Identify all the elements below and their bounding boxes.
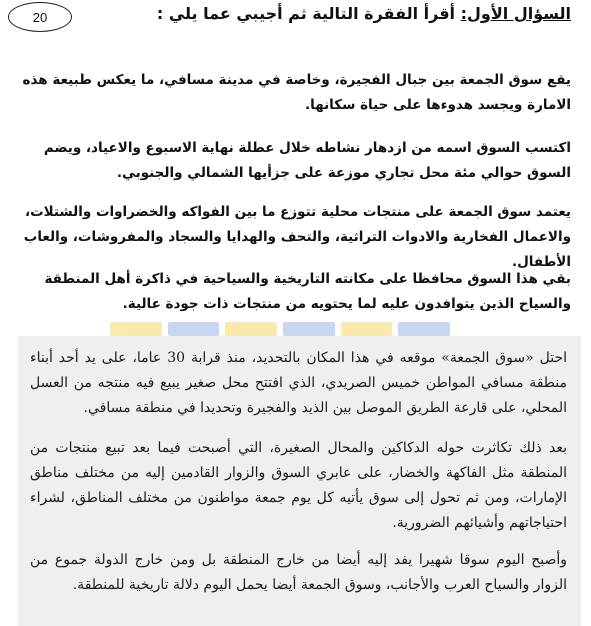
- page-number-badge: [8, 2, 72, 32]
- question-title-lead: السؤال الأول:: [460, 4, 571, 23]
- question-title-instruction: أقرأ الفقرة التالية ثم أجيبي عما يلي :: [156, 4, 456, 23]
- watermark-segment: [283, 322, 335, 336]
- watermark-segment: [341, 322, 393, 336]
- page-number: 20: [32, 9, 48, 25]
- article-excerpt-box: [18, 336, 581, 626]
- watermark-segment: [168, 322, 220, 336]
- watermark-segment: [225, 322, 277, 336]
- passage-paragraph-4: بقي هذا السوق محافظا على مكانته التاريخية والسياحية في ذاكرة أهل المنطقة والسياح الذين يتوافدون عليه لما يحتويه من منتجات ذات جودة عالية.: [44, 271, 571, 312]
- excerpt-paragraph-3: وأصبح اليوم سوقا شهيرا يفد إليه أيضا من خارج المنطقة بل ومن خارج الدولة جموع من الزوار والسياح العرب والأجانب، وسوق الجمعة أيضا يحمل اليوم دلالة تاريخية للمنطقة.: [30, 552, 567, 593]
- passage-paragraph-1: يقع سوق الجمعة بين جبال الفجيرة، وخاصة في مدينة مسافي، ما يعكس طبيعة هذه الامارة ويجسد هدوءها على حياة سكانها.: [22, 72, 571, 113]
- passage-paragraph-3: يعتمد سوق الجمعة على منتجات محلية تتوزع ما بين الفواكه والخضراوات والشتلات، والاعمال الفخارية والادوات التراثية، والتحف والهدايا والسجاد والمفروشات، والعاب الأطفال.: [23, 204, 571, 270]
- watermark-segment: [110, 322, 162, 336]
- passage-paragraph-2: اكتسب السوق اسمه من ازدهار نشاطه خلال عطلة نهاية الاسبوع والاعياد، ويضم السوق حوالي مئة محل تجاري موزعة على جزأيها الشمالي والجنوبي.: [43, 140, 571, 181]
- watermark-segment: [398, 322, 450, 336]
- question-title: [157, 4, 571, 23]
- excerpt-paragraph-1: احتل «سوق الجمعة» موقعه في هذا المكان بالتحديد، منذ قرابة 30 عاما، على يد أحد أبناء منطقة مسافي المواطن خميس الصريدي، الذي افتتح محل صغير يبيع فيه منتجه من العسل المحلي، على قارعة الطريق الموصل بين الذيد والفجيرة وتحديدا في منطقة مسافي.: [30, 350, 568, 416]
- watermark-strip: [110, 322, 450, 336]
- excerpt-paragraph-2: بعد ذلك تكاثرت حوله الدكاكين والمحال الصغيرة، التي أصبحت فيما بعد تبيع منتجات من المنطقة مثل الفاكهة والخضار، على عابري السوق والزوار القادمين إليه من مختلف مناطق الإمارات، ومن ثم تحول إلى سوق يأتيه كل يوم جمعة مواطنون من مختلف المناطق، لشراء احتياجاتهم وأشيائهم الضرورية.: [30, 440, 567, 531]
